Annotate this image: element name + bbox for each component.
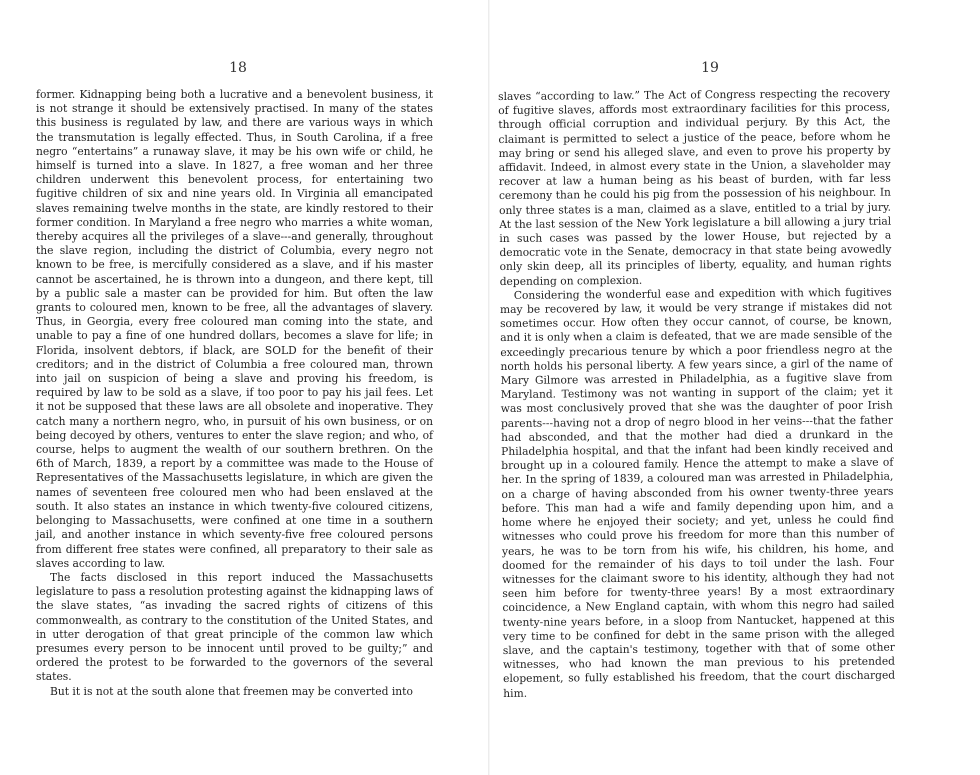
right-paragraph-1: slaves “according to law.” The Act of Congress respecting the recovery of fugitive slaves, affords most extraordinary facilities for this process, through official corruption and individual perjury. By this Act, the claimant is permitted to select a justice of the peace, before whom he may bring or send his alleged slave, and even to prove his property by affidavit. Indeed, in almost every state in the Union, a slaveholder may recover at law a human being as his beast of burden, with far less ceremony than he could his pig from the possession of his neighbour. In only three states is a man, claimed as a slave, entitled to a trial by jury. At the last session of the New York legislature a bill allowing a jury trial in such cases was passed by the lower House, but rejected by a democratic vote in the Senate, democracy in that state being avowedly only skin deep, all its principles of liberty, equality, and human rights depending on complexion. [498,86,892,288]
left-paragraph-1: former. Kidnapping being both a lucrative and a benevolent business, it is not strange it should be extensively practised. In many of the states this business is regulated by law, and there are various ways in which the transmutation is legally effected. Thus, in South Carolina, if a free negro “entertains” a runaway slave, it may be his own wife or child, he himself is turned into a slave. In 1827, a free woman and her three children underwent this benevolent process, for entertaining two fugitive children of six and nine years old. In Virginia all emancipated slaves remaining twelve months in the state, are kindly restored to their former condition. In Maryland a free negro who marries a white woman, thereby acquires all the privileges of a slave---and generally, throughout the slave region, including the district of Columbia, every negro not known to be free, is mercifully considered as a slave, and if his master cannot be ascertained, he is thrown into a dungeon, and there kept, till by a public sale a master can be provided for him. But often the law grants to coloured men, known to be free, all the advantages of slavery. Thus, in Georgia, every free coloured man coming into the state, and unable to pay a fine of one hundred dollars, becomes a slave for life; in Florida, insolvent debtors, if black, are SOLD for the benefit of their creditors; and in the district of Columbia a free coloured man, thrown into jail on suspicion of being a slave and proving his freedom, is required by law to be sold as a slave, if too poor to pay his jail fees. Let it not be supposed that these laws are all obsolete and inoperative. They catch many a northern negro, who, in pursuit of his own business, or on being decoyed by others, ventures to enter the slave region; and who, of course, helps to augment the wealth of our southern brethren. On the 6th of March, 1839, a report by a committee was made to the House of Representatives of the Massachusetts legislature, in which are given the names of seventeen free coloured men who had been enslaved at the south. It also states an instance in which twenty-five coloured citizens, belonging to Massachusetts, were confined at one time in a southern jail, and another instance in which seventy-five free coloured persons from different free states were confined, all preparatory to their sale as slaves according to law. [36,88,433,570]
right-page [490,0,980,775]
right-paragraph-2: Considering the wonderful ease and expedition with which fugitives may be recovered by law, it would be very strange if mistakes did not sometimes occur. How often they occur cannot, of course, be known, and it is only when a claim is defeated, that we are made sensible of the exceedingly precarious tenure by which a poor friendless negro at the north holds his personal liberty. A few years since, a girl of the name of Mary Gilmore was arrested in Philadelphia, as a fugitive slave from Maryland. Testimony was not wanting in support of the claim; yet it was most conclusively proved that she was the daughter of poor Irish parents---having not a drop of negro blood in her veins---that the father had absconded, and that the mother had died a drunkard in the Philadelphia hospital, and that the infant had been kindly received and brought up in a coloured family. Hence the attempt to make a slave of her. In the spring of 1839, a coloured man was arrested in Philadelphia, on a charge of having absconded from his owner twenty-three years before. This man had a wife and family depending upon him, and a home where he enjoyed their society; and yet, unless he could find witnesses who could prove his freedom for more than this number of years, he was to be torn from his wife, his children, his home, and doomed for the remainder of his days to toil under the lash. Four witnesses for the claimant swore to his identity, although they had not seen him before for twenty-three years! By a most extraordinary coincidence, a New England captain, with whom this negro had sailed twenty-nine years before, in a sloop from Nantucket, happened at this very time to be confined for debt in the same prison with the alleged slave, and the captain's testimony, together with that of some other witnesses, who had known the man previous to his pretended elopement, so fully established his freedom, that the court discharged him. [499,285,896,700]
right-page-text [498,87,895,701]
left-page-text [36,88,433,699]
page-number-left: 18 [229,60,247,76]
page-number-right: 19 [701,60,719,76]
left-paragraph-3: But it is not at the south alone that freemen may be converted into [50,684,413,698]
left-paragraph-2: The facts disclosed in this report induced the Massachusetts legislature to pass a resolution protesting against the kidnapping laws of the slave states, “as invading the sacred rights of citizens of this commonwealth, as contrary to the constitution of the United States, and in utter derogation of that great principle of the common law which presumes every person to be innocent until proved to be guilty;” and ordered the protest to be forwarded to the governors of the several states. [36,570,433,684]
